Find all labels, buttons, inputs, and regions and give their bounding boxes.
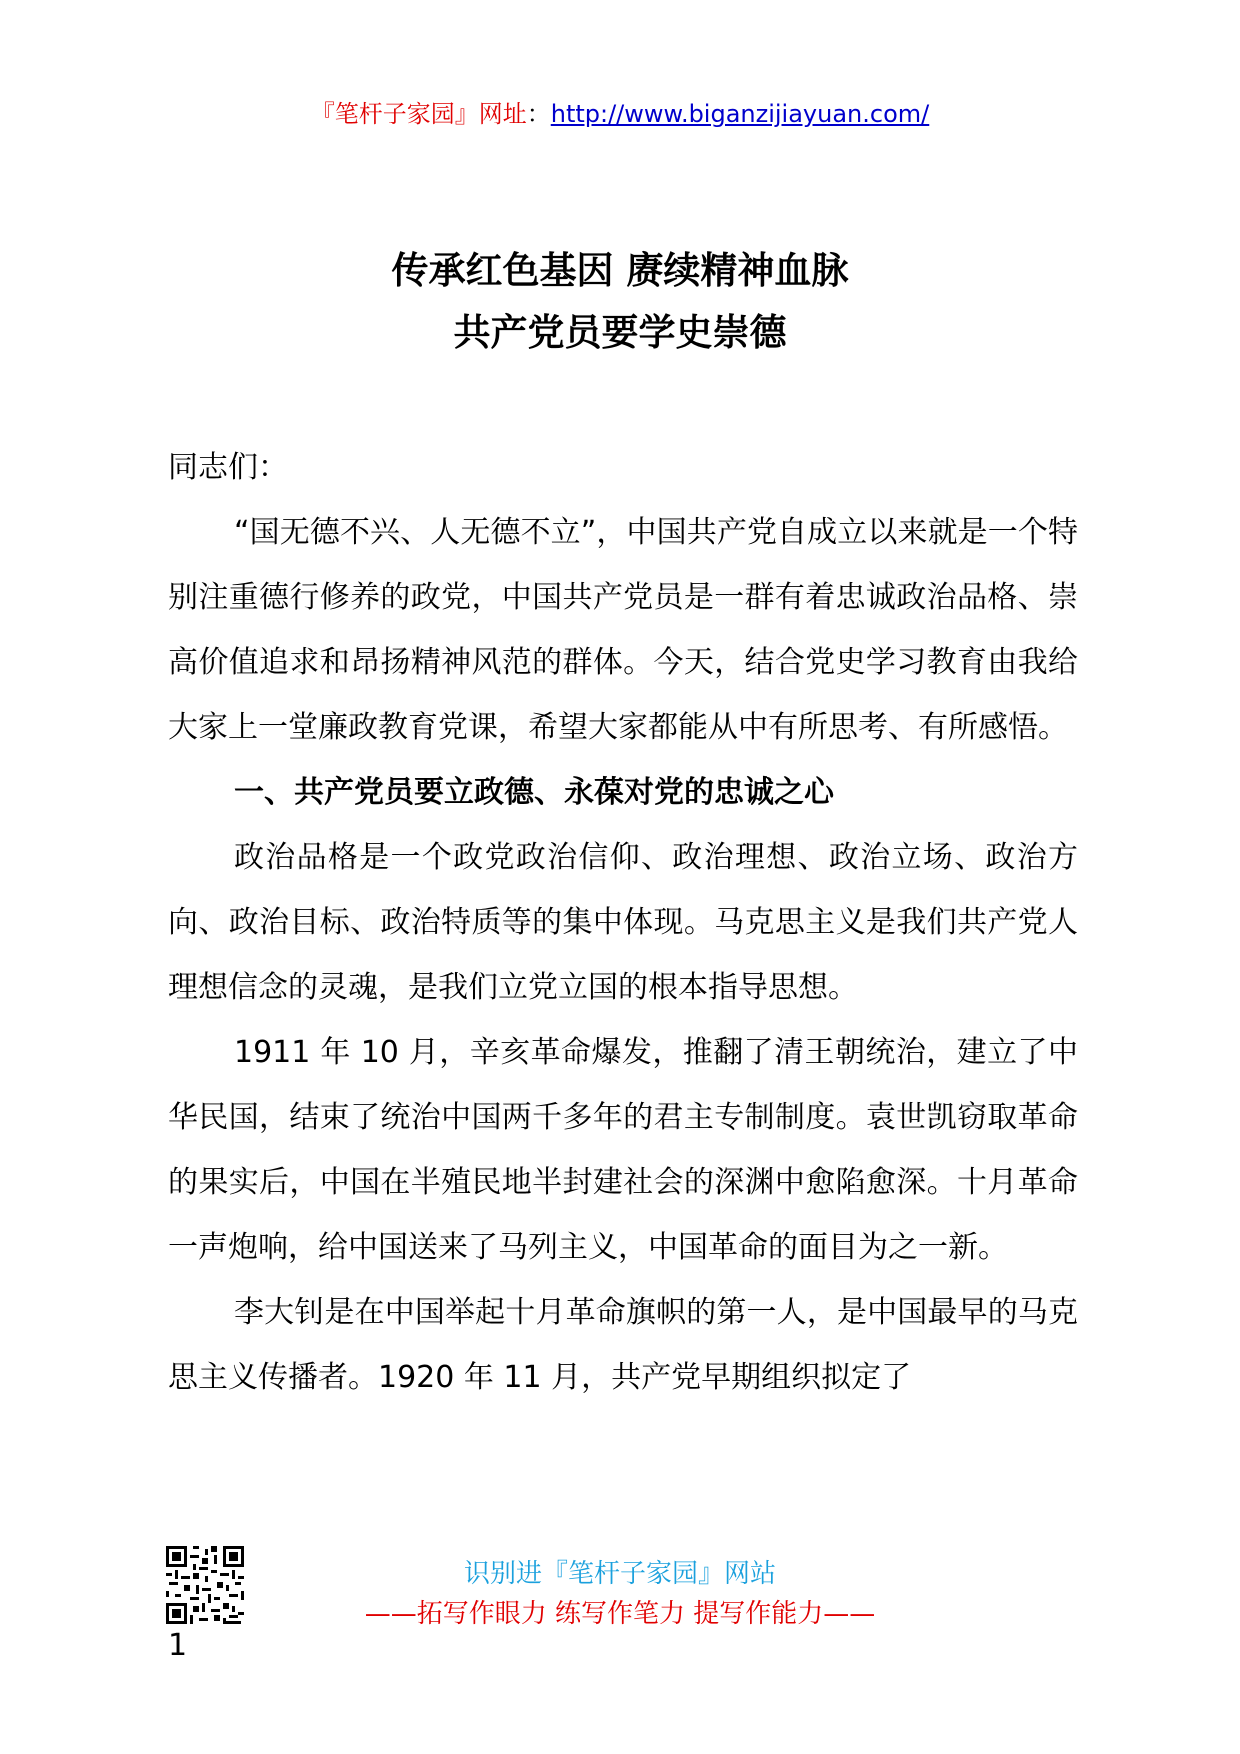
paragraph-1: “国无德不兴、人无德不立”，中国共产党自成立以来就是一个特别注重德行修养的政党，中国共产党员是一群有着忠诚政治品格、崇高价值追求和昂扬精神风范的群体。今天，结合党史学习教育由我给大家上一堂廉政教育党课，希望大家都能从中有所思考、有所感悟。 — [168, 515, 1078, 745]
title-line-2: 共产党员要学史崇德 — [453, 311, 787, 354]
greeting: 同志们： — [168, 450, 288, 485]
paragraph-3: 1911 年 10 月，辛亥革命爆发，推翻了清王朝统治，建立了中华民国，结束了统治中国两千多年的君主专制制度。袁世凯窃取革命的果实后，中国在半殖民地半封建社会的深渊中愈陷愈深。十月革命一声炮响，给中国送来了马列主义，中国革命的面目为之一新。 — [168, 1035, 1078, 1265]
document-body — [168, 435, 1078, 1410]
header-url-link[interactable]: http://www.biganzijiayuan.com/ — [550, 100, 930, 128]
page-header — [0, 96, 1240, 132]
page-number: 1 — [168, 1628, 188, 1663]
footer-slogan: ——拓写作眼力 练写作笔力 提写作能力—— — [364, 1599, 876, 1629]
footer-site-link[interactable]: 识别进『笔杆子家园』网站 — [463, 1559, 776, 1589]
header-separator: ： — [526, 100, 551, 128]
document-title — [0, 240, 1240, 364]
title-line-1: 传承红色基因 赓续精神血脉 — [391, 249, 849, 292]
paragraph-4: 李大钊是在中国举起十月革命旗帜的第一人，是中国最早的马克思主义传播者。1920 年 11 月，共产党早期组织拟定了 — [168, 1295, 1078, 1395]
header-brand: 『笔杆子家园』网址 — [310, 100, 527, 128]
paragraph-2: 政治品格是一个政党政治信仰、政治理想、政治立场、政治方向、政治目标、政治特质等的集中体现。马克思主义是我们共产党人理想信念的灵魂，是我们立党立国的根本指导思想。 — [168, 840, 1078, 1005]
section-heading-1: 一、共产党员要立政德、永葆对党的忠诚之心 — [234, 775, 834, 810]
